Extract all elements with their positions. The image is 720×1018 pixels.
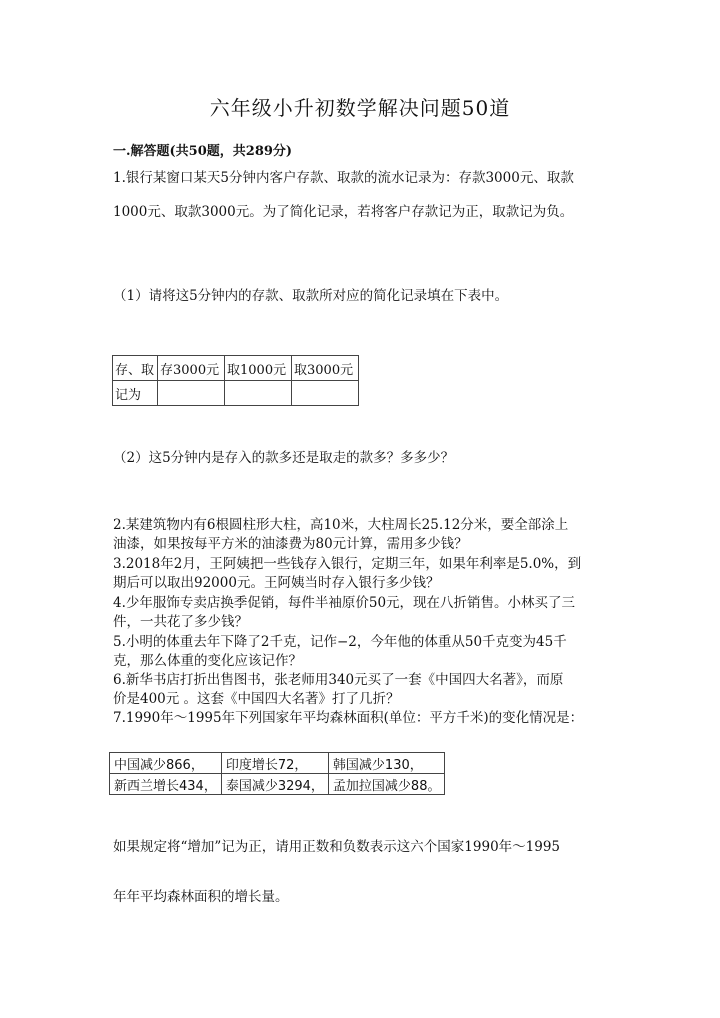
question-2-line-2: 油漆，如果按每平方米的油漆费为80元计算，需用多少钱？	[113, 536, 468, 552]
table-cell: 存3000元	[158, 356, 225, 381]
forest-change-table	[109, 752, 445, 795]
answer-cell	[292, 381, 359, 406]
question-7-tail-line-2: 年年平均森林面积的增长量。	[113, 889, 289, 905]
table-cell: 中国减少866，	[110, 753, 222, 774]
table-cell: 记为	[113, 381, 158, 406]
table-cell: 泰国减少3294，	[221, 774, 328, 795]
table-row	[113, 381, 359, 406]
question-5-line-2: 克，那么体重的变化应该记作？	[113, 653, 302, 669]
answer-cell	[158, 381, 225, 406]
table-cell: 韩国减少130，	[328, 753, 445, 774]
table-cell: 新西兰增长434，	[110, 774, 222, 795]
question-1-sub-1: （1）请将这5分钟内的存款、取款所对应的简化记录填在下表中。	[113, 288, 509, 304]
question-7-tail-line-1: 如果规定将“增加”记为正，请用正数和负数表示这六个国家1990年～1995	[113, 839, 561, 855]
page-title: 六年级小升初数学解决问题50道	[209, 96, 511, 120]
table-row	[110, 753, 445, 774]
table-cell: 取3000元	[292, 356, 359, 381]
question-4-line-2: 件，一共花了多少钱？	[113, 614, 248, 630]
question-1-line-1: 1.银行某窗口某天5分钟内客户存款、取款的流水记录为：存款3000元、取款	[113, 170, 574, 186]
question-6-line-1: 6.新华书店打折出售图书，张老师用340元买了一套《中国四大名著》，而原	[113, 672, 564, 688]
question-7-line-1: 7.1990年～1995年下列国家年平均森林面积(单位：平方千米)的变化情况是：	[113, 710, 584, 726]
table-cell: 取1000元	[225, 356, 292, 381]
table-row	[113, 356, 359, 381]
question-3-line-2: 期后可以取出92000元。王阿姨当时存入银行多少钱？	[113, 575, 440, 591]
question-1-sub-2: （2）这5分钟内是存入的款多还是取走的款多？多多少？	[113, 450, 455, 466]
question-3-line-1: 3.2018年2月，王阿姨把一些钱存入银行，定期三年，如果年利率是5.0%，到	[113, 556, 582, 572]
question-4-line-1: 4.少年服饰专卖店换季促销，每件半袖原价50元，现在八折销售。小林买了三	[113, 595, 576, 611]
question-1-line-2: 1000元、取款3000元。为了简化记录，若将客户存款记为正，取款记为负。	[113, 204, 574, 220]
deposit-withdraw-table	[112, 355, 359, 406]
table-row	[110, 774, 445, 795]
table-cell: 印度增长72，	[221, 753, 328, 774]
answer-cell	[225, 381, 292, 406]
table-cell: 存、取	[113, 356, 158, 381]
question-6-line-2: 价是400元 。这套《中国四大名著》打了几折？	[113, 691, 400, 707]
question-2-line-1: 2.某建筑物内有6根圆柱形大柱，高10米，大柱周长25.12分米，要全部涂上	[113, 517, 569, 533]
table-cell: 孟加拉国减少88。	[328, 774, 445, 795]
section-heading: 一.解答题(共50题，共289分)	[113, 144, 293, 159]
question-5-line-1: 5.小明的体重去年下降了2千克，记作−2，今年他的体重从50千克变为45千	[113, 634, 567, 650]
